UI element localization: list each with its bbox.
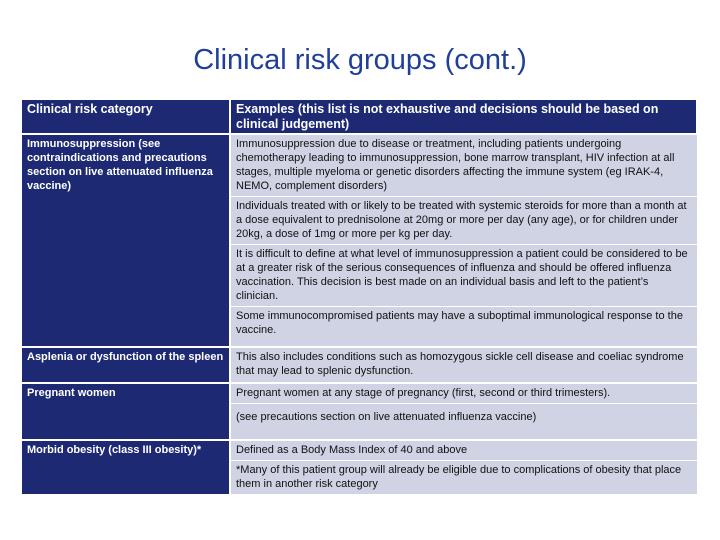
example-text: It is difficult to define at what level of immunosuppression a patient could be considered to be at a greater risk of the serious consequences of influenza and should be offered influenza vaccination. This decision is best made on an individual basis and left to the patient’s clinician. — [231, 245, 697, 307]
example-text: Immunosuppression due to disease or treatment, including patients undergoing chemotherapy leading to immunosuppression, bone marrow transplant, HIV infection at all stages, multiple myeloma or genetic disorders affecting the immune system (eg IRAK-4, NEMO, complement disorders) — [231, 135, 697, 197]
slide-title: Clinical risk groups (cont.) — [193, 44, 527, 76]
header-clinical-risk-category: Clinical risk category — [22, 100, 230, 134]
row-examples-immunosuppression — [230, 134, 697, 347]
example-text: Pregnant women at any stage of pregnancy (first, second or third trimesters). — [231, 384, 697, 404]
table-header-row — [22, 100, 697, 134]
clinical-risk-table — [22, 100, 698, 496]
row-category-immunosuppression: Immunosuppression (see contraindications and precautions section on live attenuated influenza vaccine) — [22, 134, 230, 347]
example-text: Individuals treated with or likely to be treated with systemic steroids for more than a month at a dose equivalent to prednisolone at 20mg or more per day (any age), or for children under 20kg, a dose of 1mg or more per kg per day. — [231, 197, 697, 245]
row-examples-pregnant-women — [230, 383, 697, 440]
example-text: Some immunocompromised patients may have a suboptimal immunological response to the vaccine. — [236, 310, 683, 336]
table-row — [22, 440, 697, 495]
example-text: This also includes conditions such as homozygous sickle cell disease and coeliac syndrome that may lead to splenic dysfunction. — [236, 351, 684, 377]
example-text: Defined as a Body Mass Index of 40 and above — [231, 441, 697, 461]
example-text: (see precautions section on live attenuated influenza vaccine) — [236, 411, 537, 423]
row-category-morbid-obesity: Morbid obesity (class III obesity)* — [22, 440, 230, 495]
table-row — [22, 134, 697, 347]
row-examples-asplenia — [230, 347, 697, 383]
row-examples-morbid-obesity — [230, 440, 697, 495]
table-row — [22, 347, 697, 383]
header-examples: Examples (this list is not exhaustive and decisions should be based on clinical judgement) — [230, 100, 697, 134]
row-category-pregnant-women: Pregnant women — [22, 383, 230, 440]
table-row — [22, 383, 697, 440]
example-text: *Many of this patient group will already be eligible due to complications of obesity that place them in another risk category — [236, 464, 682, 490]
row-category-asplenia: Asplenia or dysfunction of the spleen — [22, 347, 230, 383]
